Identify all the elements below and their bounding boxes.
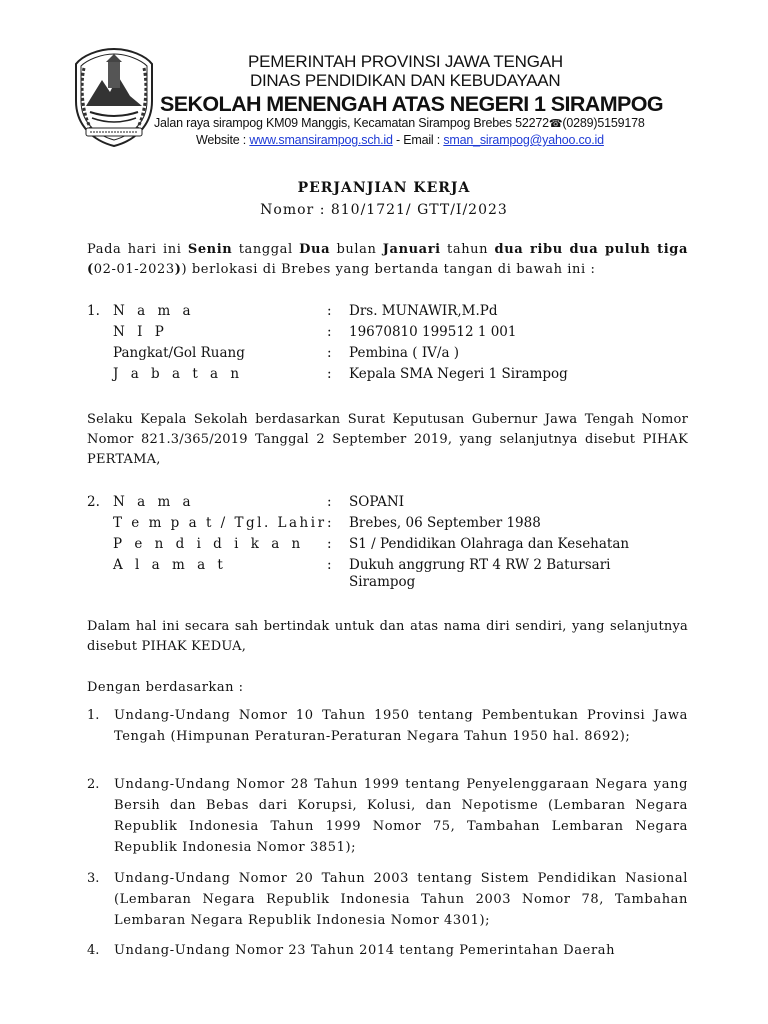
list-item [87, 774, 688, 858]
school-name: SEKOLAH MENENGAH ATAS NEGERI 1 SIRAMPOG [160, 92, 663, 116]
colon: : [327, 345, 332, 361]
party1-name: Drs. MUNAWIR,M.Pd [349, 303, 498, 319]
basis-intro: Dengan berdasarkan : [87, 680, 244, 695]
website-label: Website : [196, 133, 250, 147]
opening-text: Pada hari ini [87, 242, 188, 257]
party2-birth: Brebes, 06 September 1988 [349, 515, 541, 531]
party1-label: Pangkat/Gol Ruang [113, 345, 245, 361]
list-item-number: 4. [87, 943, 100, 958]
party2-label: P e n d i d i k a n [113, 536, 305, 552]
party2-number: 2. [87, 494, 100, 510]
party1-label: N I P [113, 324, 168, 340]
party1-nip: 19670810 199512 1 001 [349, 324, 517, 340]
opening-text: tanggal [232, 242, 300, 257]
party2-label: A l a m a t [113, 557, 227, 573]
list-item-text: Undang-Undang Nomor 23 Tahun 2014 tentang Pemerintahan Daerah [114, 943, 616, 958]
colon: : [327, 515, 332, 531]
party1-statement: Selaku Kepala Sekolah berdasarkan Surat Keputusan Gubernur Jawa Tengah Nomor Nomor 821.3/365/2019 Tanggal 2 September 2019, yang selanjutnya disebut PIHAK PERTAMA, [87, 412, 688, 467]
party2-label: T e m p a t / Tgl. Lahir [113, 515, 327, 531]
phone-icon: ☎ [548, 118, 563, 130]
opening-text: ) berlokasi di Brebes yang bertanda tangan di bawah ini : [181, 262, 596, 277]
party2-address: Dukuh anggrung RT 4 RW 2 Batursari Sirampog [349, 557, 611, 590]
colon: : [327, 557, 332, 573]
list-item-text: Undang-Undang Nomor 10 Tahun 1950 tentang Pembentukan Provinsi Jawa Tengah (Himpunan Peraturan-Peraturan Negara Tahun 1950 hal. 8692); [114, 708, 688, 744]
email-link[interactable]: sman_sirampog@yahoo.co.id [443, 133, 604, 147]
colon: : [327, 494, 332, 510]
list-item-number: 3. [87, 871, 100, 886]
list-item [87, 940, 688, 961]
party2-education: S1 / Pendidikan Olahraga dan Kesehatan [349, 536, 630, 552]
colon: : [327, 303, 332, 319]
email-label: - Email : [392, 133, 444, 147]
list-item-number: 1. [87, 708, 100, 723]
school-contacts [196, 133, 604, 147]
party2-statement: Dalam hal ini secara sah bertindak untuk dan atas nama diri sendiri, yang selanjutnya disebut PIHAK KEDUA, [87, 619, 688, 654]
list-item-number: 2. [87, 777, 100, 792]
phone-number: (0289)5159178 [562, 116, 645, 130]
list-item [87, 868, 688, 931]
letterhead [0, 0, 768, 160]
government-name: PEMERINTAH PROVINSI JAWA TENGAH [248, 52, 563, 71]
opening-text: bulan [330, 242, 383, 257]
party2-label: N a m a [113, 494, 195, 510]
party1-number: 1. [87, 303, 100, 319]
school-address [154, 116, 645, 130]
opening-day: Senin [187, 242, 233, 257]
department-name: DINAS PENDIDIKAN DAN KEBUDAYAAN [250, 71, 561, 90]
colon: : [327, 536, 332, 552]
list-item-text: Undang-Undang Nomor 28 Tahun 1999 tentang Penyelenggaraan Negara yang Bersih dan Bebas dari Korupsi, Kolusi, dan Nepotisme (Lembaran Negara Republik Indonesia Tahun 1999 Nomor 75, Tambahan Lembaran Negara Republik Indonesia Nomor 3851); [114, 777, 688, 855]
opening-date: Dua [299, 242, 331, 257]
party2-name: SOPANI [349, 494, 405, 510]
colon: : [327, 324, 332, 340]
opening-month: Januari [382, 242, 441, 257]
opening-numeric-date: 02-01-2023 [93, 262, 175, 277]
website-link[interactable]: www.smansirampog.sch.id [249, 133, 393, 147]
opening-text: tahun [440, 242, 495, 257]
opening-year: dua ribu dua puluh tiga ( [87, 242, 688, 277]
list-item-text: Undang-Undang Nomor 20 Tahun 2003 tentang Sistem Pendidikan Nasional (Lembaran Negara Republik Indonesia Tahun 2003 Nomor 78, Tambahan Lembaran Negara Republik Indonesia Nomor 4301); [114, 871, 688, 928]
list-item [87, 705, 688, 747]
party1-label: N a m a [113, 303, 195, 319]
document-title: PERJANJIAN KERJA [297, 180, 471, 196]
colon: : [327, 366, 332, 382]
document-number: Nomor : 810/1721/ GTT/I/2023 [260, 202, 508, 218]
opening-paragraph: Pada hari ini Senin tanggal Dua bulan Januari tahun dua ribu dua puluh tiga (02-01-2023)) berlokasi di Brebes yang bertanda tangan di bawah ini : [87, 242, 688, 277]
party1-position: Kepala SMA Negeri 1 Sirampog [349, 366, 568, 382]
party1-label: J a b a t a n [113, 366, 244, 382]
party1-rank: Pembina ( IV/a ) [349, 345, 460, 361]
province-coat-of-arms-logo [72, 46, 156, 148]
address-text: Jalan raya sirampog KM09 Manggis, Kecamatan Sirampog Brebes 52272 [154, 116, 549, 130]
